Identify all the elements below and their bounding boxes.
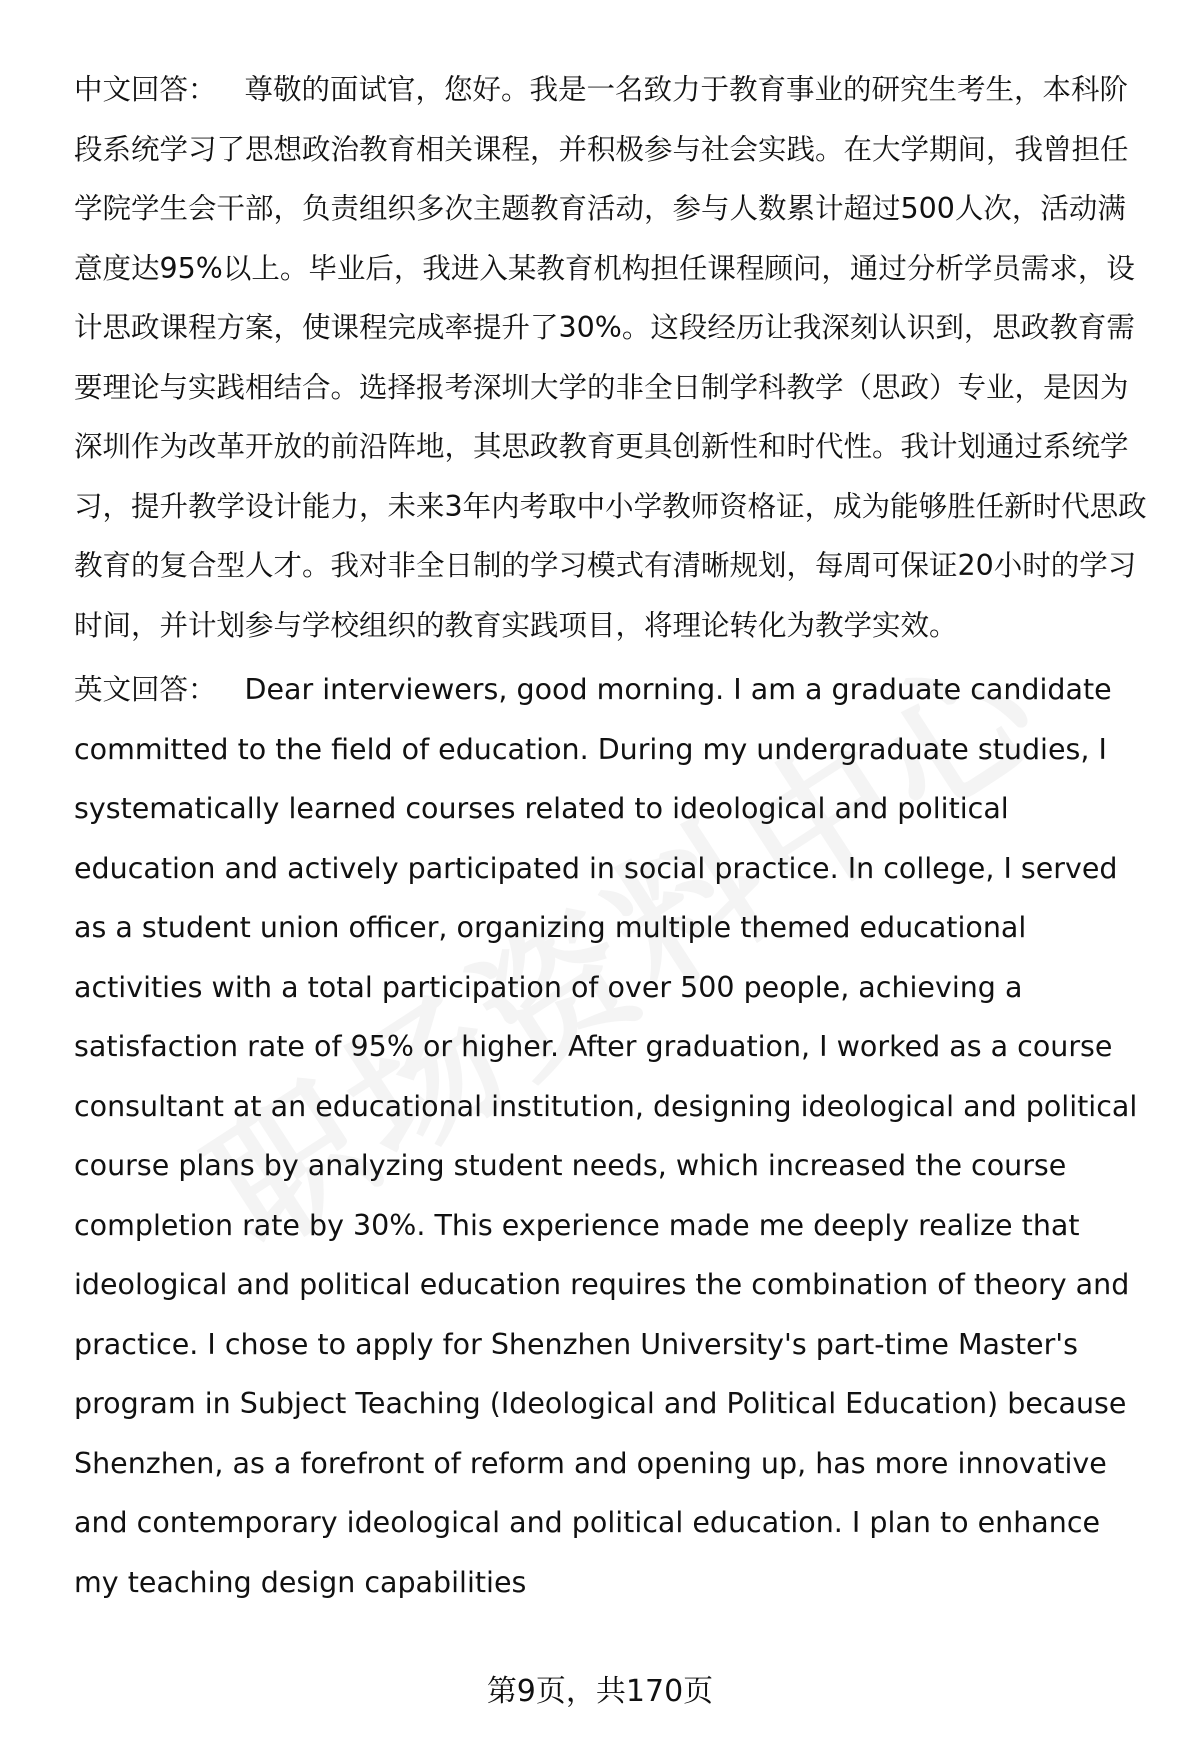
chinese-answer-label: 中文回答： — [74, 73, 217, 106]
document-body — [74, 60, 1149, 1612]
english-answer-text: Dear interviewers, good morning. I am a graduate candidate committed to the field of education. During my undergraduate studies, I systematically learned courses related to ideological and political education and actively participated in social practice. In college, I served as a student union officer, organizing multiple themed educational activities with a total participation of over 500 people, achieving a satisfaction rate of 95% or higher. After graduation, I worked as a course consultant at an educational institution, designing ideological and political course plans by analyzing student needs, which increased the course completion rate by 30%. This experience made me deeply realize that ideological and political education requires the combination of theory and practice. I chose to apply for Shenzhen University's part-time Master's program in Subject Teaching (Ideological and Political Education) because Shenzhen, as a forefront of reform and opening up, has more innovative and contemporary ideological and political education. I plan to enhance my teaching design capabilities — [74, 673, 1138, 1599]
chinese-answer-paragraph — [74, 60, 1149, 655]
english-answer-label: 英文回答： — [74, 673, 217, 706]
page-number-footer: 第9页，共170页 — [486, 1674, 714, 1709]
chinese-answer-text: 尊敬的面试官，您好。我是一名致力于教育事业的研究生考生，本科阶段系统学习了思想政治教育相关课程，并积极参与社会实践。在大学期间，我曾担任学院学生会干部，负责组织多次主题教育活动，参与人数累计超过500人次，活动满意度达95%以上。毕业后，我进入某教育机构担任课程顾问，通过分析学员需求，设计思政课程方案，使课程完成率提升了30%。这段经历让我深刻认识到，思政教育需要理论与实践相结合。选择报考深圳大学的非全日制学科教学（思政）专业，是因为深圳作为改革开放的前沿阵地，其思政教育更具创新性和时代性。我计划通过系统学习，提升教学设计能力，未来3年内考取中小学教师资格证，成为能够胜任新时代思政教育的复合型人才。我对非全日制的学习模式有清晰规划，每周可保证20小时的学习时间，并计划参与学校组织的教育实践项目，将理论转化为教学实效。 — [74, 73, 1147, 642]
english-answer-paragraph — [74, 660, 1149, 1612]
